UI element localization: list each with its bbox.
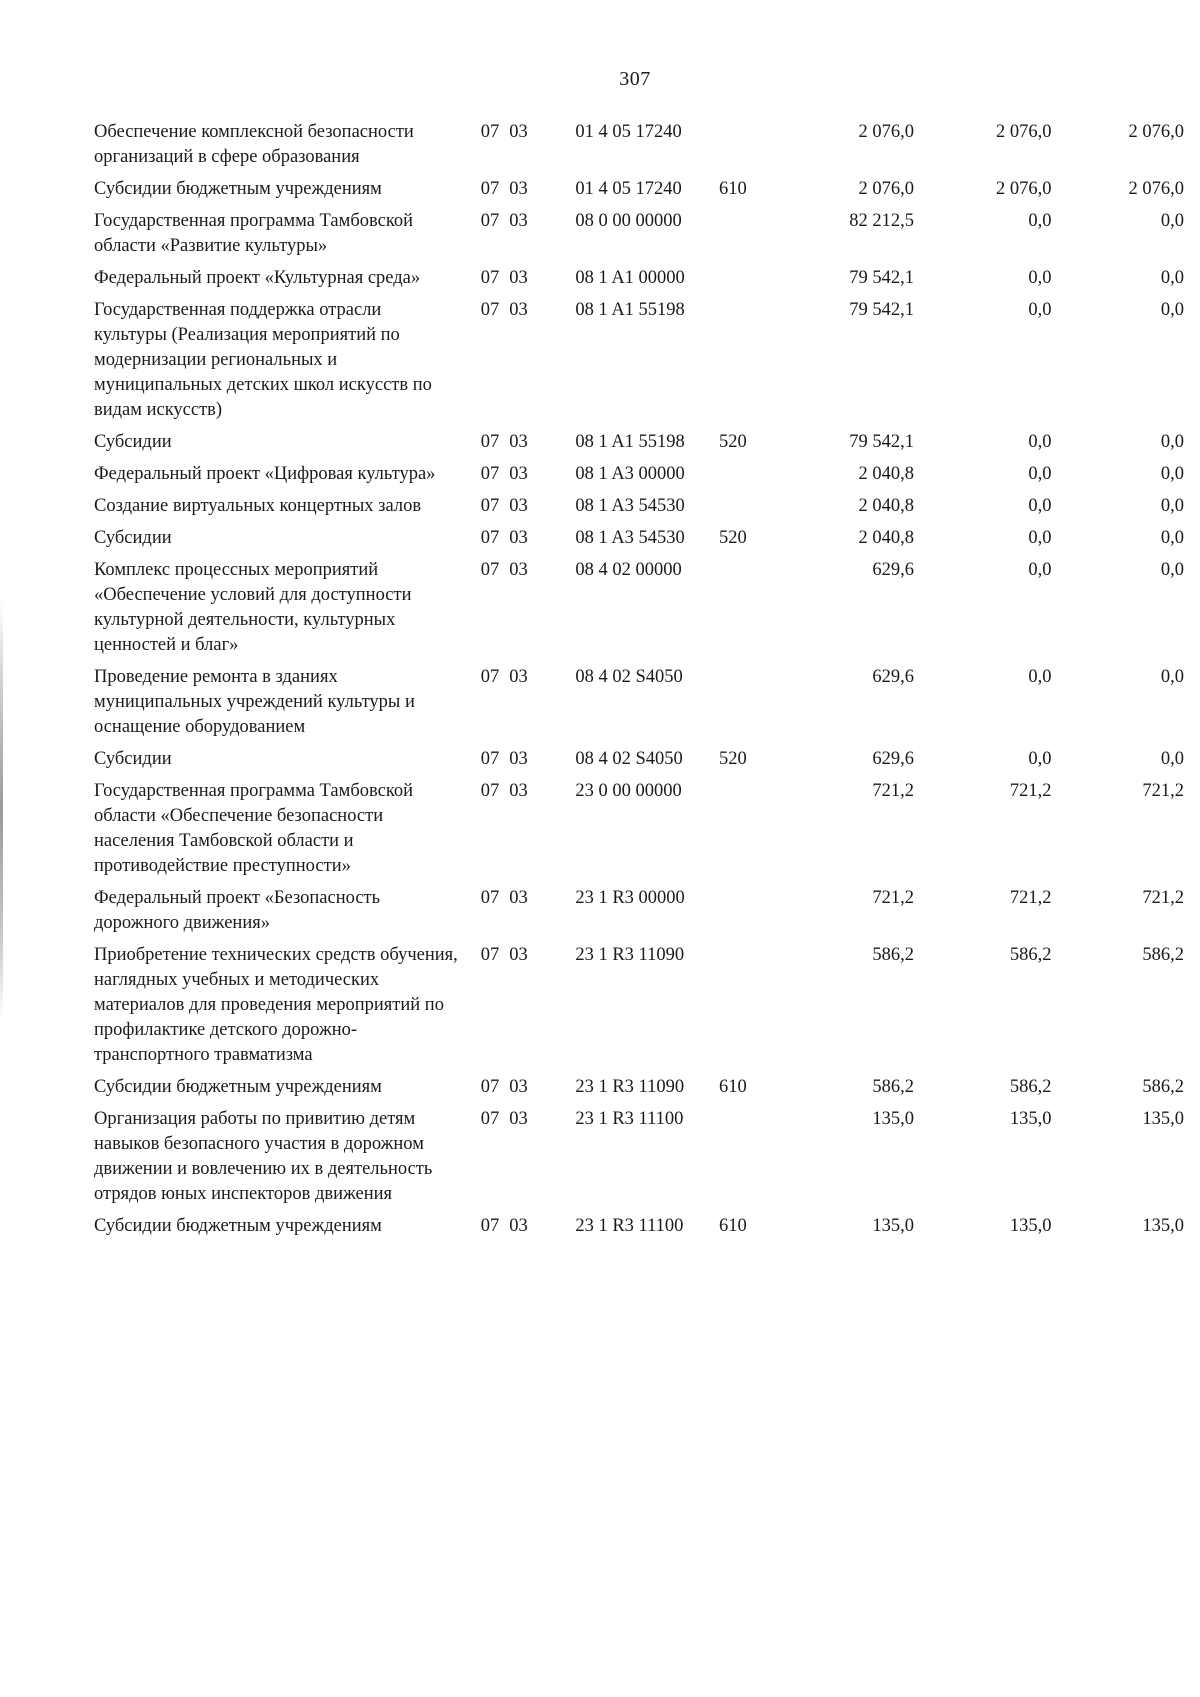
section-code xyxy=(473,943,576,1075)
table-row xyxy=(94,298,1184,430)
amount-year-3: 2 076,0 xyxy=(1128,122,1184,142)
section-code xyxy=(473,462,576,494)
table-row xyxy=(94,494,1184,526)
amount-year-3: 0,0 xyxy=(1160,528,1184,548)
section-rz: 07 xyxy=(480,888,500,908)
section-pr: 03 xyxy=(509,781,528,801)
amount-year-3: 721,2 xyxy=(1142,888,1184,908)
section-rz: 07 xyxy=(480,211,500,231)
section-rz: 07 xyxy=(480,781,500,801)
table-row xyxy=(94,120,1184,177)
expense-name: Субсидии бюджетным учреждениям xyxy=(94,179,382,199)
section-rz: 07 xyxy=(480,749,500,769)
target-article-code: 01 4 05 17240 xyxy=(575,179,682,199)
amount-year-2: 2 076,0 xyxy=(996,122,1052,142)
target-article-code: 08 1 A1 55198 xyxy=(575,432,685,452)
section-code xyxy=(473,266,576,298)
expense-type-code xyxy=(719,266,779,298)
target-article-code: 08 1 A1 55198 xyxy=(575,300,685,320)
section-pr: 03 xyxy=(509,749,528,769)
amount-year-2: 0,0 xyxy=(1028,528,1052,548)
expense-type-code xyxy=(719,779,779,886)
section-pr: 03 xyxy=(509,179,528,199)
section-code xyxy=(473,1214,576,1246)
amount-year-2: 0,0 xyxy=(1028,560,1052,580)
amount-year-1: 629,6 xyxy=(872,560,915,580)
section-code xyxy=(473,494,576,526)
section-code xyxy=(473,1107,576,1214)
expense-name: Субсидии xyxy=(94,432,172,452)
section-code xyxy=(473,177,576,209)
amount-year-2: 0,0 xyxy=(1028,432,1052,452)
section-pr: 03 xyxy=(509,1216,528,1236)
target-article-code: 23 1 R3 11100 xyxy=(575,1109,684,1129)
amount-year-3: 2 076,0 xyxy=(1128,179,1184,199)
section-rz: 07 xyxy=(480,528,500,548)
section-code xyxy=(473,1075,576,1107)
amount-year-2: 586,2 xyxy=(1009,945,1052,965)
table-row xyxy=(94,747,1184,779)
section-rz: 07 xyxy=(480,1216,500,1236)
table-row xyxy=(94,1107,1184,1214)
expense-name: Федеральный проект «Культурная среда» xyxy=(94,268,421,288)
section-code xyxy=(473,886,576,943)
section-code xyxy=(473,209,576,266)
section-pr: 03 xyxy=(509,945,528,965)
section-pr: 03 xyxy=(509,528,528,548)
expense-type-code: 610 xyxy=(719,179,747,199)
amount-year-2: 0,0 xyxy=(1028,496,1052,516)
expense-name: Обеспечение комплексной безопасности организаций в сфере образования xyxy=(94,122,414,167)
expense-name: Создание виртуальных концертных залов xyxy=(94,496,422,516)
section-pr: 03 xyxy=(509,496,528,516)
amount-year-3: 586,2 xyxy=(1142,945,1184,965)
expense-type-code: 610 xyxy=(719,1077,747,1097)
section-rz: 07 xyxy=(480,300,500,320)
amount-year-2: 135,0 xyxy=(1009,1216,1052,1236)
target-article-code: 08 1 A3 00000 xyxy=(575,464,685,484)
section-rz: 07 xyxy=(480,496,500,516)
section-rz: 07 xyxy=(480,432,500,452)
amount-year-1: 2 040,8 xyxy=(858,496,915,516)
target-article-code: 23 1 R3 11100 xyxy=(575,1216,684,1236)
scan-edge-shadow xyxy=(0,600,3,1020)
table-row xyxy=(94,430,1184,462)
table-row xyxy=(94,886,1184,943)
table-row xyxy=(94,209,1184,266)
expense-type-code xyxy=(719,209,779,266)
amount-year-3: 0,0 xyxy=(1160,268,1184,288)
amount-year-2: 2 076,0 xyxy=(996,179,1052,199)
amount-year-2: 0,0 xyxy=(1028,667,1052,687)
section-rz: 07 xyxy=(480,464,500,484)
section-code xyxy=(473,430,576,462)
expense-type-code xyxy=(719,558,779,665)
target-article-code: 08 4 02 00000 xyxy=(575,560,682,580)
section-pr: 03 xyxy=(509,1077,528,1097)
amount-year-1: 135,0 xyxy=(872,1109,915,1129)
amount-year-1: 721,2 xyxy=(872,781,915,801)
expense-name: Субсидии xyxy=(94,528,172,548)
section-pr: 03 xyxy=(509,268,528,288)
target-article-code: 08 1 A3 54530 xyxy=(575,496,685,516)
amount-year-2: 0,0 xyxy=(1028,268,1052,288)
expense-name: Субсидии бюджетным учреждениям xyxy=(94,1216,382,1236)
expense-type-code: 520 xyxy=(719,528,747,548)
amount-year-1: 2 040,8 xyxy=(858,464,915,484)
section-code xyxy=(473,120,576,177)
section-code xyxy=(473,779,576,886)
expense-type-code xyxy=(719,462,779,494)
section-pr: 03 xyxy=(509,888,528,908)
section-rz: 07 xyxy=(480,560,500,580)
expense-type-code xyxy=(719,665,779,747)
amount-year-1: 2 040,8 xyxy=(858,528,915,548)
amount-year-1: 586,2 xyxy=(872,945,915,965)
section-pr: 03 xyxy=(509,464,528,484)
section-pr: 03 xyxy=(509,1109,528,1129)
amount-year-3: 0,0 xyxy=(1160,667,1184,687)
section-rz: 07 xyxy=(480,179,500,199)
amount-year-1: 79 542,1 xyxy=(849,432,915,452)
expense-type-code: 520 xyxy=(719,749,747,769)
amount-year-2: 721,2 xyxy=(1009,888,1052,908)
amount-year-1: 135,0 xyxy=(872,1216,915,1236)
target-article-code: 23 1 R3 11090 xyxy=(575,945,685,965)
section-pr: 03 xyxy=(509,211,528,231)
amount-year-3: 721,2 xyxy=(1142,781,1184,801)
section-code xyxy=(473,298,576,430)
amount-year-1: 629,6 xyxy=(872,749,915,769)
expense-name: Федеральный проект «Цифровая культура» xyxy=(94,464,436,484)
amount-year-2: 721,2 xyxy=(1009,781,1052,801)
expense-type-code: 520 xyxy=(719,432,747,452)
amount-year-1: 586,2 xyxy=(872,1077,915,1097)
section-code xyxy=(473,747,576,779)
amount-year-2: 135,0 xyxy=(1009,1109,1052,1129)
target-article-code: 08 4 02 S4050 xyxy=(575,749,683,769)
expense-name: Субсидии бюджетным учреждениям xyxy=(94,1077,382,1097)
amount-year-3: 0,0 xyxy=(1160,496,1184,516)
expense-name: Субсидии xyxy=(94,749,172,769)
budget-table-body xyxy=(94,120,1184,1246)
section-code xyxy=(473,558,576,665)
table-row xyxy=(94,665,1184,747)
amount-year-2: 0,0 xyxy=(1028,300,1052,320)
amount-year-2: 0,0 xyxy=(1028,464,1052,484)
target-article-code: 01 4 05 17240 xyxy=(575,122,682,142)
table-row xyxy=(94,943,1184,1075)
expense-name: Организация работы по привитию детям навыков безопасного участия в дорожном движении и вовлечению их в деятельность отрядов юных инспекторов движения xyxy=(94,1109,433,1204)
amount-year-1: 2 076,0 xyxy=(858,122,915,142)
amount-year-1: 79 542,1 xyxy=(849,268,915,288)
amount-year-3: 135,0 xyxy=(1142,1216,1184,1236)
target-article-code: 23 0 00 00000 xyxy=(575,781,682,801)
expense-type-code xyxy=(719,1107,779,1214)
amount-year-3: 0,0 xyxy=(1160,211,1184,231)
budget-table xyxy=(94,120,1184,1246)
amount-year-1: 82 212,5 xyxy=(849,211,915,231)
table-row xyxy=(94,462,1184,494)
section-pr: 03 xyxy=(509,667,528,687)
section-rz: 07 xyxy=(480,122,500,142)
amount-year-3: 0,0 xyxy=(1160,464,1184,484)
expense-type-code xyxy=(719,120,779,177)
amount-year-3: 0,0 xyxy=(1160,560,1184,580)
section-rz: 07 xyxy=(480,268,500,288)
amount-year-1: 79 542,1 xyxy=(849,300,915,320)
target-article-code: 23 1 R3 00000 xyxy=(575,888,685,908)
expense-type-code xyxy=(719,298,779,430)
table-row xyxy=(94,1214,1184,1246)
expense-name: Проведение ремонта в зданиях муниципальных учреждений культуры и оснащение оборудованием xyxy=(94,667,415,737)
section-pr: 03 xyxy=(509,432,528,452)
amount-year-3: 586,2 xyxy=(1142,1077,1184,1097)
amount-year-1: 629,6 xyxy=(872,667,915,687)
amount-year-3: 135,0 xyxy=(1142,1109,1184,1129)
target-article-code: 08 1 A3 54530 xyxy=(575,528,685,548)
amount-year-3: 0,0 xyxy=(1160,300,1184,320)
section-code xyxy=(473,526,576,558)
table-row xyxy=(94,177,1184,209)
section-pr: 03 xyxy=(509,560,528,580)
section-code xyxy=(473,665,576,747)
target-article-code: 08 4 02 S4050 xyxy=(575,667,683,687)
expense-name: Государственная программа Тамбовской области «Развитие культуры» xyxy=(94,211,414,256)
expense-name: Приобретение технических средств обучения, наглядных учебных и методических материалов для проведения мероприятий по профилактике детского дорожно-транспортного травматизма xyxy=(94,945,458,1065)
table-row xyxy=(94,558,1184,665)
expense-name: Государственная программа Тамбовской области «Обеспечение безопасности населения Тамбовской области и противодействие преступности» xyxy=(94,781,414,876)
section-pr: 03 xyxy=(509,300,528,320)
table-row xyxy=(94,266,1184,298)
amount-year-2: 0,0 xyxy=(1028,749,1052,769)
expense-type-code xyxy=(719,494,779,526)
amount-year-3: 0,0 xyxy=(1160,749,1184,769)
expense-type-code: 610 xyxy=(719,1216,747,1236)
target-article-code: 08 0 00 00000 xyxy=(575,211,682,231)
amount-year-3: 0,0 xyxy=(1160,432,1184,452)
section-rz: 07 xyxy=(480,1109,500,1129)
table-row xyxy=(94,1075,1184,1107)
section-pr: 03 xyxy=(509,122,528,142)
section-rz: 07 xyxy=(480,667,500,687)
expense-name: Федеральный проект «Безопасность дорожного движения» xyxy=(94,888,381,933)
expense-type-code xyxy=(719,886,779,943)
expense-name: Государственная поддержка отрасли культуры (Реализация мероприятий по модернизации региональных и муниципальных детских школ искусств по видам искусств) xyxy=(94,300,432,420)
expense-type-code xyxy=(719,943,779,1075)
table-row xyxy=(94,779,1184,886)
target-article-code: 23 1 R3 11090 xyxy=(575,1077,685,1097)
expense-name: Комплекс процессных мероприятий «Обеспечение условий для доступности культурной деятельности, культурных ценностей и благ» xyxy=(94,560,412,655)
amount-year-1: 2 076,0 xyxy=(858,179,915,199)
table-row xyxy=(94,526,1184,558)
amount-year-2: 0,0 xyxy=(1028,211,1052,231)
target-article-code: 08 1 A1 00000 xyxy=(575,268,685,288)
page-number: 307 xyxy=(619,68,651,90)
section-rz: 07 xyxy=(480,945,500,965)
section-rz: 07 xyxy=(480,1077,500,1097)
amount-year-1: 721,2 xyxy=(872,888,915,908)
amount-year-2: 586,2 xyxy=(1009,1077,1052,1097)
